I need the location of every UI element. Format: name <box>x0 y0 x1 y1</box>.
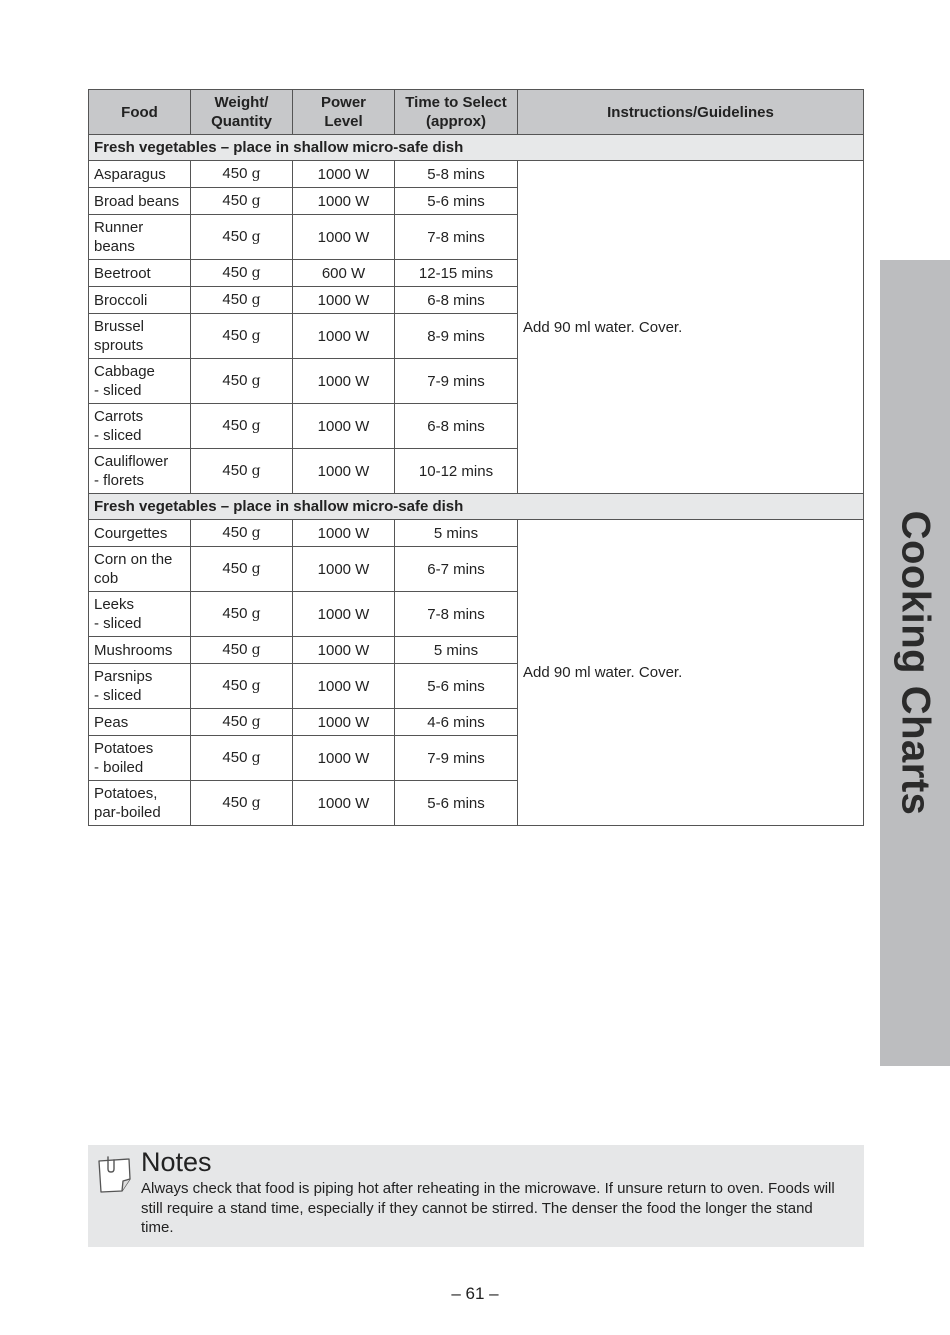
weight-value: 450 <box>222 264 248 281</box>
power-cell: 1000 W <box>293 215 395 260</box>
food-cell <box>89 260 191 287</box>
time-cell: 5-6 mins <box>395 188 518 215</box>
food-cell <box>89 404 191 449</box>
weight-value: 450 <box>222 372 248 389</box>
time-cell: 6-8 mins <box>395 287 518 314</box>
weight-cell <box>191 781 293 826</box>
table-header-row <box>89 90 864 135</box>
weight-value: 450 <box>222 605 248 622</box>
section-side-tab <box>880 260 950 1066</box>
power-cell: 1000 W <box>293 709 395 736</box>
food-line: Broad beans <box>94 192 180 210</box>
power-cell: 600 W <box>293 260 395 287</box>
section-header-row <box>89 135 864 161</box>
time-cell: 7-8 mins <box>395 215 518 260</box>
header-time <box>395 90 518 135</box>
food-line: cob <box>94 570 119 587</box>
weight-value: 450 <box>222 417 248 434</box>
food-line: Cauliflower <box>94 453 169 470</box>
power-cell: 1000 W <box>293 404 395 449</box>
weight-unit: g <box>251 606 261 622</box>
header-time-line1: Time to Select <box>405 94 507 111</box>
food-cell <box>89 314 191 359</box>
time-cell: 4-6 mins <box>395 709 518 736</box>
food-cell <box>89 664 191 709</box>
power-cell: 1000 W <box>293 314 395 359</box>
time-cell: 5-8 mins <box>395 161 518 188</box>
food-cell <box>89 359 191 404</box>
food-line: beans <box>94 238 135 255</box>
weight-cell <box>191 736 293 781</box>
weight-cell <box>191 188 293 215</box>
power-cell: 1000 W <box>293 287 395 314</box>
food-cell <box>89 637 191 664</box>
instructions-cell: Add 90 ml water. Cover. <box>518 520 864 826</box>
header-power-line1: Power <box>320 94 366 111</box>
time-cell: 12-15 mins <box>395 260 518 287</box>
weight-unit: g <box>251 328 261 344</box>
weight-unit: g <box>251 561 261 577</box>
weight-value: 450 <box>222 327 248 344</box>
weight-unit: g <box>251 193 261 209</box>
cooking-chart-table <box>88 89 864 826</box>
time-cell: 5-6 mins <box>395 781 518 826</box>
time-cell: 6-7 mins <box>395 547 518 592</box>
weight-cell <box>191 287 293 314</box>
food-line: - sliced <box>94 687 142 704</box>
weight-cell <box>191 449 293 494</box>
food-line: Potatoes, <box>94 785 158 802</box>
header-time-line2: (approx) <box>426 113 486 130</box>
header-power <box>293 90 395 135</box>
food-line: sprouts <box>94 337 144 354</box>
food-cell <box>89 736 191 781</box>
weight-cell <box>191 215 293 260</box>
weight-cell <box>191 260 293 287</box>
weight-value: 450 <box>222 462 248 479</box>
weight-value: 450 <box>222 192 248 209</box>
food-cell <box>89 520 191 547</box>
weight-value: 450 <box>222 560 248 577</box>
power-cell: 1000 W <box>293 161 395 188</box>
food-cell <box>89 592 191 637</box>
section-header-row <box>89 494 864 520</box>
food-cell <box>89 215 191 260</box>
weight-value: 450 <box>222 794 248 811</box>
food-line: Leeks <box>94 596 135 613</box>
weight-unit: g <box>251 750 261 766</box>
weight-value: 450 <box>222 228 248 245</box>
weight-value: 450 <box>222 641 248 658</box>
power-cell: 1000 W <box>293 637 395 664</box>
weight-unit: g <box>251 714 261 730</box>
table-row <box>89 520 864 547</box>
weight-unit: g <box>251 265 261 281</box>
food-line: - sliced <box>94 427 142 444</box>
weight-value: 450 <box>222 165 248 182</box>
weight-cell <box>191 592 293 637</box>
food-line: par-boiled <box>94 804 161 821</box>
food-line: - boiled <box>94 759 144 776</box>
weight-unit: g <box>251 292 261 308</box>
time-cell: 5 mins <box>395 637 518 664</box>
time-cell: 5-6 mins <box>395 664 518 709</box>
notepad-icon <box>96 1155 134 1195</box>
notes-box <box>88 1145 864 1247</box>
power-cell: 1000 W <box>293 592 395 637</box>
header-food: Food <box>89 90 191 135</box>
food-cell <box>89 781 191 826</box>
food-line: Asparagus <box>94 165 166 183</box>
power-cell: 1000 W <box>293 781 395 826</box>
weight-unit: g <box>251 795 261 811</box>
power-cell: 1000 W <box>293 520 395 547</box>
weight-value: 450 <box>222 524 248 541</box>
section-title: Fresh vegetables – place in shallow micro-safe dish <box>89 135 864 161</box>
food-line: - florets <box>94 472 145 489</box>
power-cell: 1000 W <box>293 359 395 404</box>
weight-unit: g <box>251 373 261 389</box>
page-number: – 61 – <box>451 1284 499 1303</box>
time-cell: 5 mins <box>395 520 518 547</box>
food-cell <box>89 188 191 215</box>
food-line: Potatoes <box>94 740 154 757</box>
food-cell <box>89 449 191 494</box>
weight-cell <box>191 547 293 592</box>
food-cell <box>89 161 191 188</box>
time-cell: 7-9 mins <box>395 736 518 781</box>
food-line: Corn on the <box>94 551 173 568</box>
food-cell <box>89 287 191 314</box>
food-line: Parsnips <box>94 668 153 685</box>
weight-cell <box>191 404 293 449</box>
weight-unit: g <box>251 525 261 541</box>
food-line: Carrots <box>94 408 144 425</box>
time-cell: 6-8 mins <box>395 404 518 449</box>
weight-unit: g <box>251 463 261 479</box>
power-cell: 1000 W <box>293 736 395 781</box>
weight-cell <box>191 359 293 404</box>
weight-cell <box>191 709 293 736</box>
food-line: Broccoli <box>94 291 148 309</box>
header-weight <box>191 90 293 135</box>
time-cell: 7-9 mins <box>395 359 518 404</box>
food-cell <box>89 709 191 736</box>
food-line: Cabbage <box>94 363 155 380</box>
weight-value: 450 <box>222 749 248 766</box>
weight-cell <box>191 314 293 359</box>
food-line: Peas <box>94 713 129 731</box>
header-weight-line2: Quantity <box>211 113 272 130</box>
weight-cell <box>191 161 293 188</box>
time-cell: 10-12 mins <box>395 449 518 494</box>
weight-value: 450 <box>222 291 248 308</box>
time-cell: 7-8 mins <box>395 592 518 637</box>
side-tab-label: Cooking Charts <box>893 510 938 816</box>
food-line: Runner <box>94 219 144 236</box>
weight-unit: g <box>251 418 261 434</box>
food-line: Mushrooms <box>94 641 173 659</box>
notes-body: Always check that food is piping hot after reheating in the microwave. If unsure return to oven. Foods will still require a stand time, especially if they cannot be stirred. The denser the food the longer the stand time. <box>141 1180 835 1236</box>
weight-cell <box>191 664 293 709</box>
section-title: Fresh vegetables – place in shallow micro-safe dish <box>89 494 864 520</box>
food-line: - sliced <box>94 615 142 632</box>
power-cell: 1000 W <box>293 547 395 592</box>
weight-value: 450 <box>222 677 248 694</box>
weight-unit: g <box>251 229 261 245</box>
header-weight-line1: Weight/ <box>214 94 269 111</box>
table-row <box>89 161 864 188</box>
weight-unit: g <box>251 678 261 694</box>
notes-title: Notes <box>141 1147 212 1177</box>
power-cell: 1000 W <box>293 449 395 494</box>
weight-value: 450 <box>222 713 248 730</box>
food-cell <box>89 547 191 592</box>
time-cell: 8-9 mins <box>395 314 518 359</box>
weight-cell <box>191 637 293 664</box>
food-line: Beetroot <box>94 264 151 282</box>
food-line: Brussel <box>94 318 145 335</box>
weight-unit: g <box>251 166 261 182</box>
instructions-cell: Add 90 ml water. Cover. <box>518 161 864 494</box>
food-line: - sliced <box>94 382 142 399</box>
header-power-line2: Level <box>324 113 363 130</box>
power-cell: 1000 W <box>293 188 395 215</box>
food-line: Courgettes <box>94 524 168 542</box>
header-instructions: Instructions/Guidelines <box>518 90 864 135</box>
power-cell: 1000 W <box>293 664 395 709</box>
table-body <box>89 135 864 826</box>
weight-unit: g <box>251 642 261 658</box>
weight-cell <box>191 520 293 547</box>
